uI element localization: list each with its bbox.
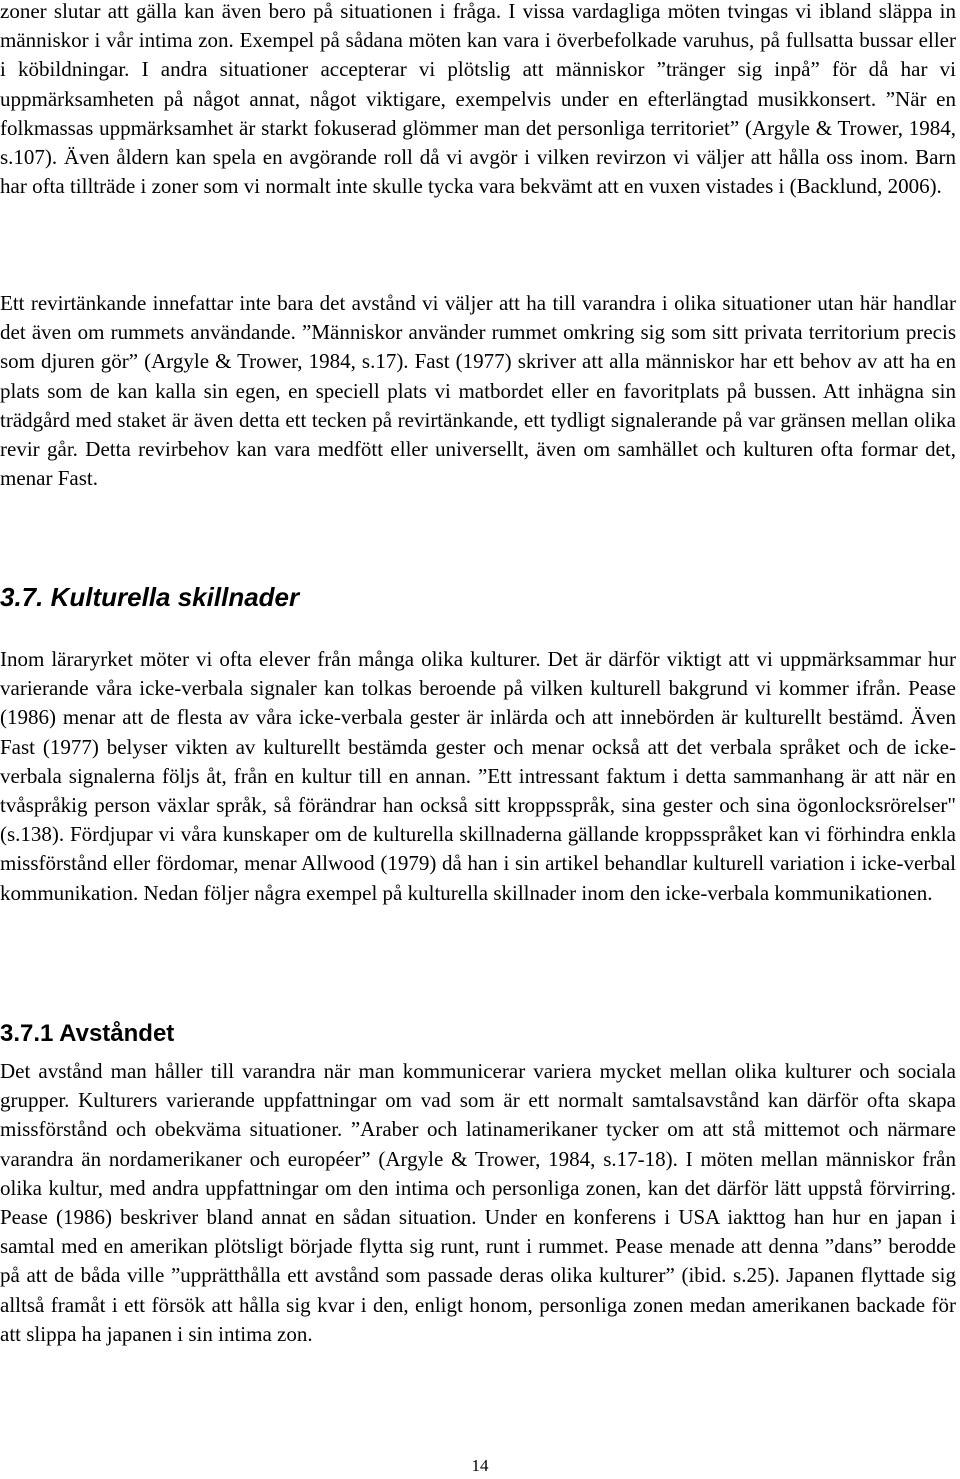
- paragraph-revir-thinking: Ett revirtänkande innefattar inte bara det avstånd vi väljer att ha till varandra i olika situationer utan här handlar det även om rummets användande. ”Människor använder rummet omkring sig som sitt privata territorium precis som djuren gör” (Argyle & Trower, 1984, s.17). Fast (1977) skriver att alla människor har ett behov av att ha en plats som de kan kalla sin egen, en speciell plats vi matbordet eller en favoritplats på bussen. Att inhägna sin trädgård med staket är även detta ett tecken på revirtänkande, ett tydligt signalerande på var gränsen mellan olika revir går. Detta revirbehov kan vara medfött eller universellt, även om samhället och kulturen ofta formar det, menar Fast.: [0, 291, 956, 491]
- paragraph-territory-exceptions: zoner slutar att gälla kan även bero på situationen i fråga. I vissa vardagliga möten tvingas vi ibland släppa in människor i vår intima zon. Exempel på sådana möten kan vara i överbefolkade varuhus, på fullsatta bussar eller i köbildningar. I andra situationer accepterar vi plötslig att människor ”tränger sig inpå” för då har vi uppmärksamheten på något annat, något viktigare, exempelvis under en efterlängtad musikkonsert. ”När en folkmassas uppmärksamhet är starkt fokuserad glömmer man det personliga territoriet” (Argyle & Trower, 1984, s.107). Även åldern kan spela en avgörande roll då vi avgör i vilken revirzon vi väljer att hålla oss inom. Barn har ofta tillträde i zoner som vi normalt inte skulle tycka vara bekvämt att en vuxen vistades i (Backlund, 2006).: [0, 0, 956, 199]
- paragraph-distance: Det avstånd man håller till varandra när man kommunicerar variera mycket mellan olika kulturer och sociala grupper. Kulturers varierande uppfattningar om vad som är ett normalt samtalsavstånd kan därför ofta skapa missförstånd och obekväma situationer. ”Araber och latinamerikaner tycker om att stå mittemot och närmare varandra än nordamerikaner och européer” (Argyle & Trower, 1984, s.17-18). I möten mellan människor från olika kultur, med andra uppfattningar om den intima och personliga zonen, kan det därför lätt uppstå förvirring. Pease (1986) beskriver bland annat en sådan situation. Under en konferens i USA iakttog han hur en japan i samtal med en amerikan plötsligt började flytta sig runt, runt i rummet. Pease menade att denna ”dans” berodde på att de båda ville ”upprätthålla ett avstånd som passade deras olika kulturer” (ibid. s.25). Japanen flyttade sig alltså framåt i ett försök att hålla sig kvar i den, enligt honom, personliga zonen medan amerikanen backade för att slippa ha japanen i sin intima zon.: [0, 1059, 956, 1346]
- section-heading-cultural-differences: 3.7. Kulturella skillnader: [0, 582, 300, 612]
- page-number: 14: [471, 1456, 489, 1475]
- subsection-heading-distance: 3.7.1 Avståndet: [0, 1020, 175, 1047]
- paragraph-cultural-differences: Inom läraryrket möter vi ofta elever från många olika kulturer. Det är därför viktigt att vi uppmärksammar hur varierande våra icke-verbala signaler kan tolkas beroende på vilken kulturell bakgrund vi kommer ifrån. Pease (1986) menar att de flesta av våra icke-verbala gester är inlärda och att innebörden är kulturellt bestämd. Även Fast (1977) belyser vikten av kulturellt bestämda gester och menar också att det verbala språket och de icke-verbala signalerna följs åt, från en kultur till en annan. ”Ett intressant faktum i detta sammanhang är att när en tvåspråkig person växlar språk, så förändrar han också sitt kroppsspråk, sina gester och sina ögonlocksrörelser" (s.138). Fördjupar vi våra kunskaper om de kulturella skillnaderna gällande kroppsspråket kan vi förhindra enkla missförstånd eller fördomar, menar Allwood (1979) då han i sin artikel behandlar kulturell variation i icke-verbal kommunikation. Nedan följer några exempel på kulturella skillnader inom den icke-verbala kommunikationen.: [0, 647, 956, 905]
